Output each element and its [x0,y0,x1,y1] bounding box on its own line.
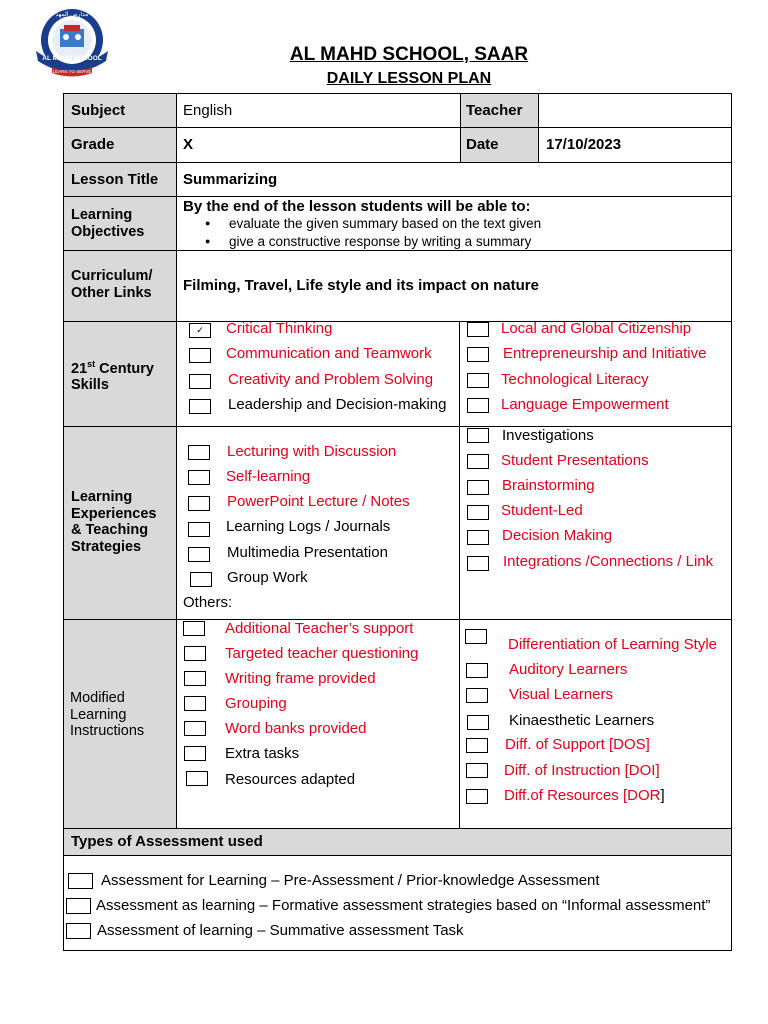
lesson-title-label: Lesson Title [71,171,159,188]
strategy-label: Student-Led [501,502,583,519]
curriculum-label: Curriculum/ Other Links [71,268,153,301]
skill-label: Entrepreneurship and Initiative [503,345,707,362]
strategy-label: Student Presentations [501,452,649,469]
date-value: 17/10/2023 [546,136,622,153]
modified-checkbox[interactable] [184,721,206,736]
teacher-label: Teacher [466,102,523,119]
skill-checkbox[interactable] [189,399,211,414]
skill-checkbox[interactable]: ✓ [189,323,211,338]
modified-label: Extra tasks [225,745,300,762]
skill-checkbox[interactable] [467,373,489,388]
modified-label: Auditory Learners [509,661,628,678]
logo-arabic-text: مدارس المهد [55,12,89,18]
others-label: Others: [183,594,233,611]
assessment-label: Assessment as learning – Formative assessment strategies based on “Informal assessment” [96,897,711,914]
strategy-checkbox[interactable] [467,454,489,469]
assessment-label: Assessment for Learning – Pre-Assessment / Prior-knowledge Assessment [101,872,600,889]
skill-label: Technological Literacy [501,371,649,388]
assessment-header: Types of Assessment used [71,833,263,850]
modified-checkbox[interactable] [466,738,488,753]
modified-checkbox[interactable] [184,746,206,761]
modified-label: Diff.of Resources [DOR] [504,787,665,804]
modified-label: Differentiation of Learning Style [508,636,718,653]
modified-label: Visual Learners [509,686,613,703]
strategy-label: Integrations /Connections / Link [503,553,714,570]
skill-label: Language Empowerment [501,396,669,413]
strategy-label: PowerPoint Lecture / Notes [227,493,410,510]
skill-label: Creativity and Problem Solving [228,371,434,388]
skill-label: Communication and Teamwork [226,345,432,362]
strategy-checkbox[interactable] [467,480,489,495]
objective-item: ● give a constructive response by writing a summary [229,234,531,249]
skill-checkbox[interactable] [467,347,489,362]
strategy-label: Group Work [227,569,308,586]
modified-label: Modified Learning Instructions [70,690,145,739]
assessment-checkbox[interactable] [66,898,91,914]
skill-checkbox[interactable] [467,322,489,337]
strategy-checkbox[interactable] [467,428,489,443]
modified-checkbox[interactable] [466,789,488,804]
modified-checkbox[interactable] [183,621,205,636]
modified-label: Targeted teacher questioning [225,645,419,662]
strategy-label: Multimedia Presentation [227,544,388,561]
modified-label: Resources adapted [225,771,356,788]
school-title: AL MAHD SCHOOL, SAAR [289,44,529,65]
skill-label: Local and Global Citizenship [501,320,692,337]
skill-checkbox[interactable] [189,374,211,389]
curriculum-value: Filming, Travel, Life style and its impact on nature [183,277,539,294]
strategy-checkbox[interactable] [188,470,210,485]
strategy-label: Lecturing with Discussion [227,443,397,460]
strategy-label: Decision Making [502,527,613,544]
objectives-label: Learning Objectives [71,207,145,240]
strategy-checkbox[interactable] [190,572,212,587]
assessment-label: Assessment of learning – Summative assessment Task [97,922,464,939]
strategy-checkbox[interactable] [188,522,210,537]
objective-item: ● evaluate the given summary based on the text given [229,216,541,231]
modified-checkbox[interactable] [184,671,206,686]
plan-title: DAILY LESSON PLAN [326,70,492,87]
assessment-checkbox[interactable] [68,873,93,889]
modified-label: Diff. of Instruction [DOI] [504,762,660,779]
modified-label: Additional Teacher’s support [225,620,414,637]
subject-label: Subject [71,102,126,119]
logo-band-text: AL MAHD SCHOOL [42,55,102,62]
modified-checkbox[interactable] [465,629,487,644]
skills-label: 21st Century Skills [71,359,154,394]
modified-checkbox[interactable] [466,663,488,678]
modified-checkbox[interactable] [467,715,489,730]
assessment-checkbox[interactable] [66,923,91,939]
school-logo [30,7,114,79]
subject-value: English [183,102,233,119]
skill-checkbox[interactable] [467,398,489,413]
strategy-checkbox[interactable] [188,547,210,562]
strategy-checkbox[interactable] [467,556,489,571]
modified-label: Diff. of Support [DOS] [505,736,650,753]
strategy-checkbox[interactable] [467,530,489,545]
strategy-label: Self-learning [226,468,311,485]
strategy-checkbox[interactable] [467,505,489,520]
lesson-title-value: Summarizing [183,171,278,188]
modified-label: Word banks provided [225,720,367,737]
skill-label: Critical Thinking [226,320,333,337]
modified-checkbox[interactable] [184,696,206,711]
modified-checkbox[interactable] [466,688,488,703]
logo-motto-text: LEARN TO SERVE [52,69,92,74]
strategy-label: Learning Logs / Journals [226,518,391,535]
modified-checkbox[interactable] [184,646,206,661]
objectives-intro: By the end of the lesson students will be able to: [183,198,531,215]
modified-label: Kinaesthetic Learners [509,712,655,729]
strategy-checkbox[interactable] [188,496,210,511]
skill-label: Leadership and Decision-making [228,396,447,413]
strategy-label: Brainstorming [502,477,595,494]
strategy-checkbox[interactable] [188,445,210,460]
strategy-label: Investigations [502,427,594,444]
date-label: Date [466,136,499,153]
grade-value: X [183,136,194,153]
skill-checkbox[interactable] [189,348,211,363]
experiences-label: Learning Experiences & Teaching Strategies [71,489,157,555]
modified-label: Grouping [225,695,287,712]
modified-checkbox[interactable] [186,771,208,786]
modified-label: Writing frame provided [225,670,376,687]
grade-label: Grade [71,136,115,153]
modified-checkbox[interactable] [466,763,488,778]
